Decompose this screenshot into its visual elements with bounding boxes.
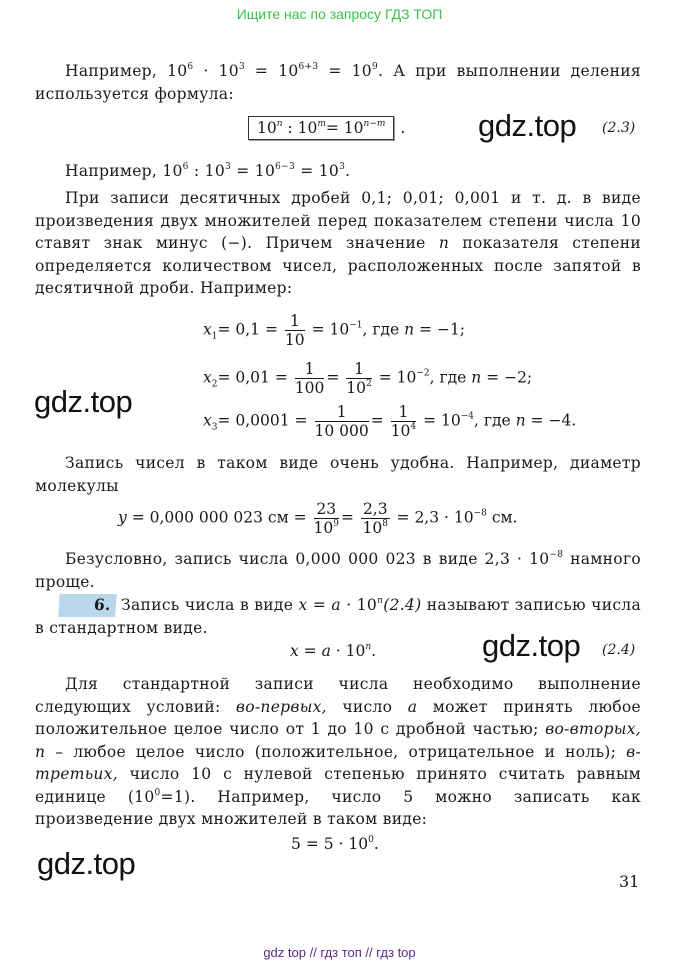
paragraph-standard-form: 6. Запись числа в виде $x = a \cdot 10^n(2.4)$ называют записью числа в стандартном виде.	[35, 595, 641, 637]
equation-x2: $x_2= 0,01$ = $\frac{1}{100}$ = $\frac{1}{10^2}$ = $10^{-2}$, где n = −2;	[203, 360, 533, 397]
section-number-badge: 6.	[58, 594, 116, 617]
equation-tag-2-4: (2.4)	[602, 642, 636, 658]
watermark: gdz.top	[37, 846, 136, 881]
equation-five: $5 = 5 \cdot 10^0$.	[291, 835, 379, 853]
equation-molecule: y = 0,000 000 023 см = $\frac{23}{10^9}$ = $\frac{2,3}{10^8}$ = $2,3 \cdot 10^{-8}$ см.	[118, 500, 518, 537]
top-banner: Ищите нас по запросу ГДЗ ТОП	[236, 6, 443, 22]
paragraph-decimal-fractions: При записи десятичных дробей 0,1; 0,01; 0,001 и т. д. в виде произведения двух множителей перед показателем степени числа 10 ставят знак минус (−). Причем значение n показателя степени определяется количеством чисел, расположенных после запятой в десятичной дроби. Например:	[35, 189, 642, 297]
paragraph-molecule-diameter: Запись чисел в таком виде очень удобна. Например, диаметр молекулы	[35, 454, 641, 495]
watermark: gdz.top	[34, 384, 133, 419]
paragraph-conditions: Для стандартной записи числа необходимо выполнение следующих условий: во-первых, число a может принять любое положительное целое число от 1 до 10 с дробной частью; во-вторых, n – любое целое число (положительное, отрицательное и ноль); в-третьих, число 10 с нулевой степенью принято считать равным единице $(10^0=1)$. Например, число 5 можно записать как произведение двух множителей в таком виде:	[35, 675, 641, 828]
formula-2-3: 10$^n$ : $10^m= 10^{n-m}$ .	[248, 116, 405, 140]
paragraph-division-example: Например, $10^6$ : $10^3 = 10^{6-3} = 10^3$.	[65, 162, 351, 180]
formula-box: 10$^n$ : $10^m= 10^{n-m}$	[248, 116, 394, 140]
equation-tag-2-3: (2.3)	[602, 120, 636, 136]
equation-standard-form: $x = a \cdot 10^n$.	[290, 642, 377, 660]
paragraph-simpler: Безусловно, запись числа 0,000 000 023 в виде $2,3 \cdot 10^{-8}$ намного проще.	[35, 550, 641, 591]
watermark: gdz.top	[478, 108, 577, 143]
equation-x3: $x_3= 0,0001$ = $\frac{1}{10 000}$ = $\frac{1}{10^4}$ = $10^{-4}$, где n = −4.	[203, 403, 577, 440]
bottom-banner: gdz top // гдз топ // гдз top	[263, 945, 416, 960]
watermark: gdz.top	[482, 628, 581, 663]
page-number: 31	[619, 872, 640, 891]
equation-x1: $x_1= 0,1$ = $\frac{1}{10}$ = $10^{-1}$, где n = −1;	[203, 312, 466, 349]
paragraph-multiplication-example: Например, $10^6 \cdot 10^3 = 10^{6+3} = 10^9$. А при выполнении деления используется формула:	[35, 62, 641, 103]
